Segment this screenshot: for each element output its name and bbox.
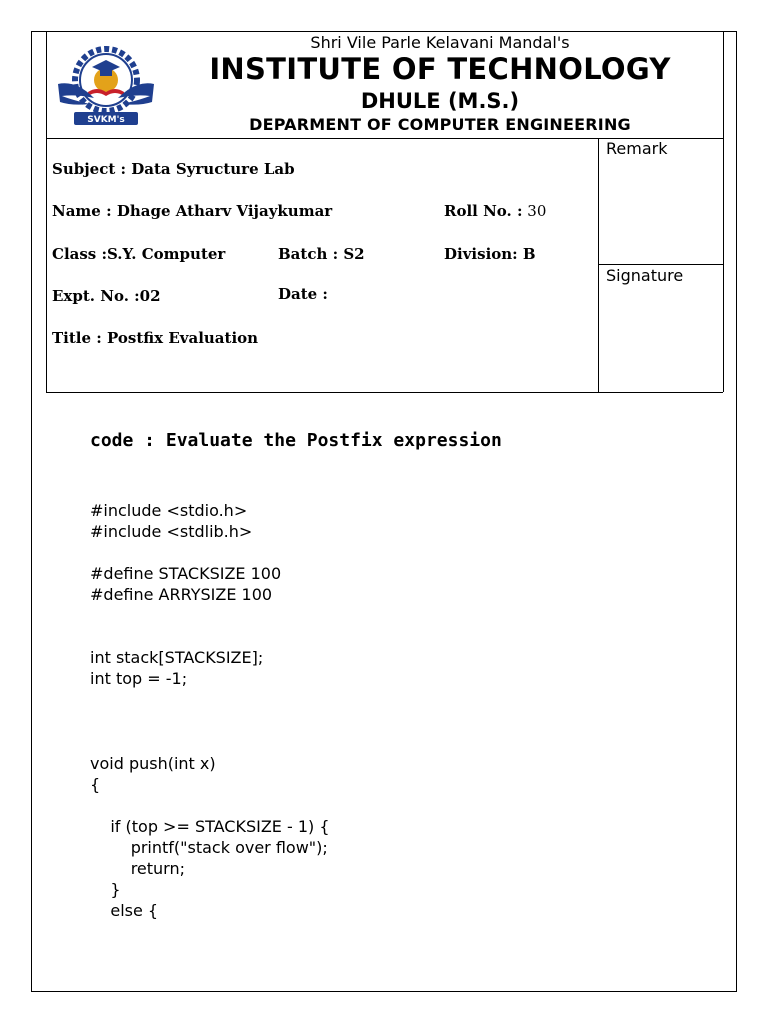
roll-no-value: 30 bbox=[522, 202, 547, 220]
code-line: void push(int x) bbox=[90, 754, 216, 773]
code-line: if (top >= STACKSIZE - 1) { bbox=[90, 817, 330, 836]
department-name: DEPARMENT OF COMPUTER ENGINEERING bbox=[249, 115, 631, 134]
code-line: int top = -1; bbox=[90, 669, 188, 688]
remark-column-divider bbox=[598, 138, 599, 392]
signature-label: Signature bbox=[606, 266, 684, 285]
code-line: return; bbox=[90, 859, 185, 878]
org-name: Shri Vile Parle Kelavani Mandal's bbox=[310, 33, 570, 52]
institute-name: INSTITUTE OF TECHNOLOGY bbox=[209, 52, 671, 86]
code-line: int stack[STACKSIZE]; bbox=[90, 648, 264, 667]
code-line: else { bbox=[90, 901, 159, 920]
code-line: printf("stack over flow"); bbox=[90, 838, 328, 857]
table-right-border bbox=[723, 31, 724, 392]
date-field: Date : bbox=[278, 285, 328, 303]
code-line: #include <stdlib.h> bbox=[90, 522, 253, 541]
code-line: } bbox=[90, 880, 121, 899]
roll-no-field bbox=[444, 202, 546, 220]
subject-field: Subject : Data Syructure Lab bbox=[52, 160, 295, 178]
institute-city: DHULE (M.S.) bbox=[360, 89, 520, 113]
class-field: Class :S.Y. Computer bbox=[52, 245, 226, 263]
title-field: Title : Postfix Evaluation bbox=[52, 329, 259, 347]
code-line: #define ARRYSIZE 100 bbox=[90, 585, 273, 604]
code-line: #define STACKSIZE 100 bbox=[90, 564, 282, 583]
table-left-border bbox=[46, 31, 47, 392]
logo-banner-text: SVKM's bbox=[87, 115, 125, 125]
name-field: Name : Dhage Atharv Vijaykumar bbox=[52, 202, 333, 220]
roll-no-label: Roll No. : bbox=[444, 202, 523, 220]
code-heading: code : Evaluate the Postfix expression bbox=[90, 430, 502, 451]
batch-field: Batch : S2 bbox=[278, 245, 365, 263]
code-line: { bbox=[90, 775, 101, 794]
remark-label: Remark bbox=[606, 139, 668, 158]
division-field: Division: B bbox=[444, 245, 536, 263]
table-bottom-border bbox=[46, 392, 723, 393]
remark-signature-divider bbox=[598, 264, 723, 265]
expt-no-field: Expt. No. :02 bbox=[52, 287, 161, 305]
code-line: #include <stdio.h> bbox=[90, 501, 248, 520]
institute-logo bbox=[54, 40, 158, 136]
